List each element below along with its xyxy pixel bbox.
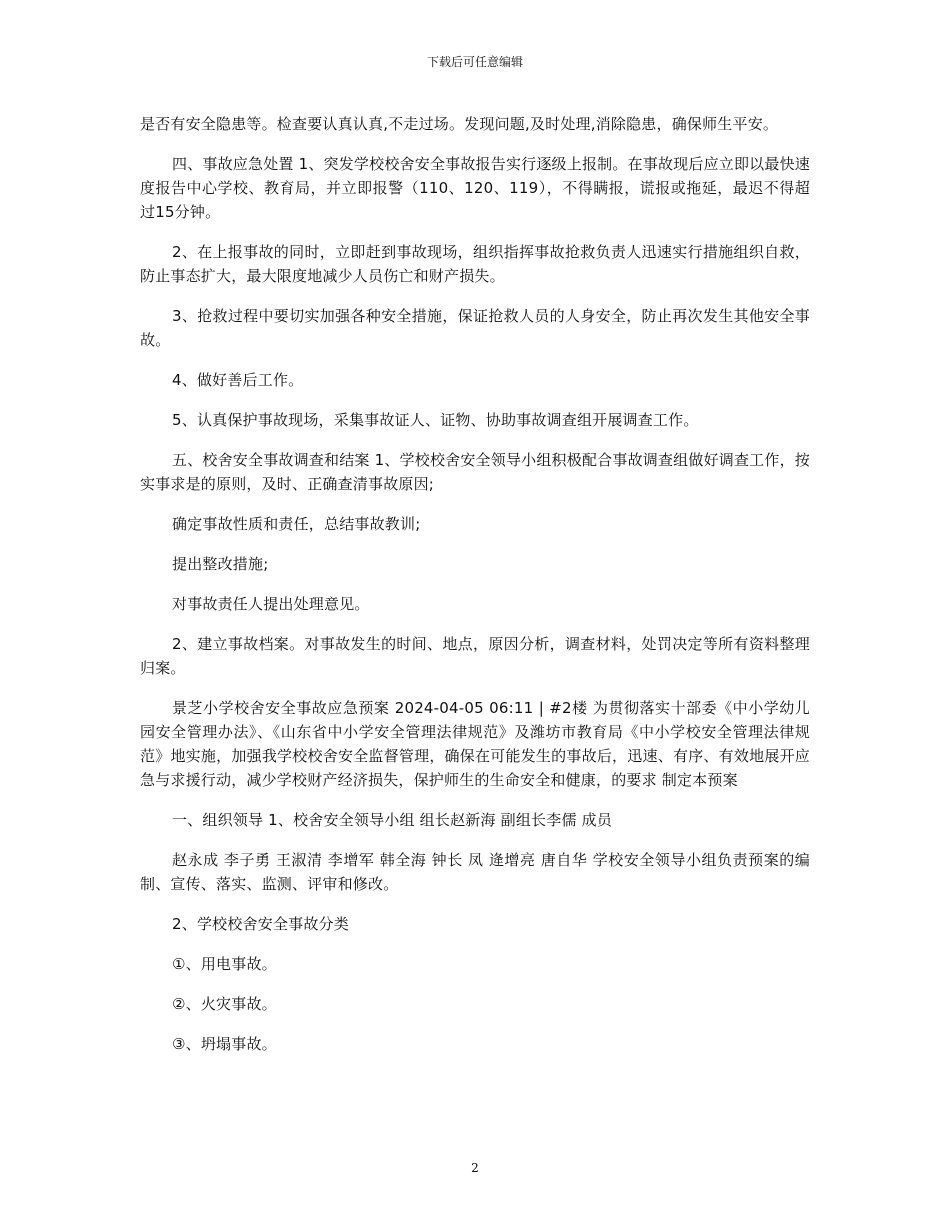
paragraph-14: 赵永成 李子勇 王淑清 李增军 韩全海 钟长 凤 逄增亮 唐自华 学校安全领导小组负责预案的编制、宣传、落实、监测、评审和修改。 (140, 851, 810, 893)
paragraph-8: 确定事故性质和责任，总结事故教训; (172, 515, 421, 533)
paragraph-12: 景芝小学校舍安全事故应急预案 2024-04-05 06:11 | #2楼 为贯彻落实十部委《中小学幼儿园安全管理办法》、《山东省中小学安全管理法律规范》及潍坊市教育局《中小学校安全管理法律规范》地实施，加强我学校校舍安全监督管理，确保在可能发生的事故后，迅速、有序、有效地展开应急与求援行动，减少学校财产经济损失，保护师生的生命安全和健康，的要求 制定本预案 (140, 699, 810, 789)
paragraph-15: 2、学校校舍安全事故分类 (172, 915, 349, 933)
paragraph-9: 提出整改措施; (172, 555, 269, 573)
paragraph-13: 一、组织领导 1、校舍安全领导小组 组长赵新海 副组长李儒 成员 (172, 811, 613, 829)
paragraph-5: 4、做好善后工作。 (172, 371, 304, 389)
paragraph-1: 是否有安全隐患等。检查要认真认真,不走过场。发现问题,及时处理,消除隐患，确保师生平安。 (140, 115, 779, 133)
paragraph-7: 五、校舍安全事故调查和结案 1、学校校舍安全领导小组积极配合事故调查组做好调查工作，按实事求是的原则，及时、正确查清事故原因; (140, 451, 810, 493)
paragraph-4: 3、抢救过程中要切实加强各种安全措施，保证抢救人员的人身安全，防止再次发生其他安全事故。 (140, 307, 810, 349)
paragraph-17: ②、火灾事故。 (172, 995, 277, 1013)
page-header: 下载后可任意编辑 (426, 55, 523, 69)
paragraph-3: 2、在上报事故的同时，立即赶到事故现场，组织指挥事故抢救负责人迅速实行措施组织自救，防止事态扩大，最大限度地减少人员伤亡和财产损失。 (140, 243, 810, 285)
paragraph-6: 5、认真保护事故现场，采集事故证人、证物、协助事故调查组开展调查工作。 (172, 411, 699, 429)
document-body (140, 112, 810, 1072)
paragraph-18: ③、坍塌事故。 (172, 1035, 277, 1053)
paragraph-11: 2、建立事故档案。对事故发生的时间、地点，原因分析，调查材料，处罚决定等所有资料整理归案。 (140, 635, 810, 677)
paragraph-10: 对事故责任人提出处理意见。 (172, 595, 370, 613)
page-number: 2 (471, 1161, 479, 1175)
paragraph-2: 四、事故应急处置 1、突发学校校舍安全事故报告实行逐级上报制。在事故现后应立即以最快速度报告中心学校、教育局，并立即报警（110、120、119），不得瞒报，谎报或拖延，最迟不得超过15分钟。 (140, 155, 810, 221)
paragraph-16: ①、用电事故。 (172, 955, 277, 973)
